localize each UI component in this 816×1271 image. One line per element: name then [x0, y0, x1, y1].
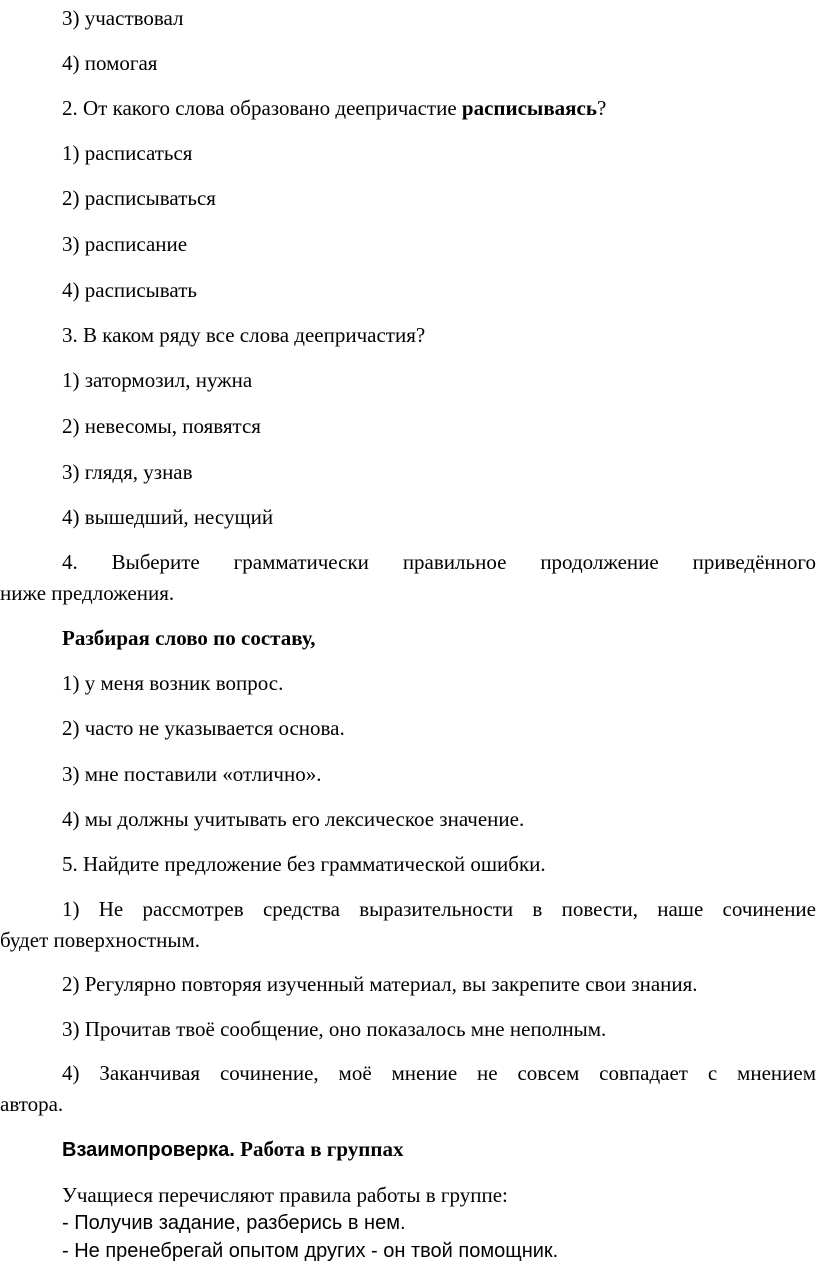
q2-option-4: 4) расписывать — [62, 278, 197, 302]
q2-option-2: 2) расписываться — [62, 186, 216, 210]
peer-review-rule-1: - Получив задание, разберись в нем. — [62, 1212, 406, 1234]
q1-option-4: 4) помогая — [62, 51, 158, 75]
q3-option-4: 4) вышедший, несущий — [62, 505, 274, 529]
q5-question: 5. Найдите предложение без грамматической ошибки. — [62, 852, 546, 876]
q4-option-3: 3) мне поставили «отлично». — [62, 762, 322, 786]
q5-option-1-line-2: будет поверхностным. — [0, 928, 200, 952]
q5-option-3: 3) Прочитав твоё сообщение, оно показалось мне неполным. — [62, 1017, 607, 1041]
q4-option-2: 2) часто не указывается основа. — [62, 716, 345, 740]
q4-option-1: 1) у меня возник вопрос. — [62, 671, 284, 695]
peer-review-heading-part-2: Работа в группах — [234, 1137, 404, 1161]
q5-option-1-line-1: 1) Не рассмотрев средства выразительности в повести, наше сочинение — [62, 897, 816, 921]
q3-option-2: 2) невесомы, появятся — [62, 414, 261, 438]
peer-review-rule-2: - Не пренебрегай опытом других - он твой помощник. — [62, 1240, 559, 1262]
q2-option-1: 1) расписаться — [62, 141, 193, 165]
q4-option-4: 4) мы должны учитывать его лексическое значение. — [62, 807, 525, 831]
q3-option-3: 3) глядя, узнав — [62, 460, 193, 484]
q4-question-line-1: 4. Выберите грамматически правильное продолжение приведённого — [62, 550, 816, 574]
q3-option-1: 1) затормозил, нужна — [62, 368, 253, 392]
q4-question-line-2: ниже предложения. — [0, 581, 175, 605]
q2-question-suffix: ? — [596, 96, 607, 120]
q2-question-prefix: 2. От какого слова образовано деепричастие — [62, 96, 462, 120]
q5-option-4-line-1: 4) Заканчивая сочинение, моё мнение не совсем совпадает с мнением — [62, 1061, 816, 1085]
q2-question — [62, 96, 606, 120]
q4-stem — [62, 626, 316, 650]
q5-option-2: 2) Регулярно повторяя изученный материал, вы закрепите свои знания. — [62, 972, 698, 996]
q2-option-3: 3) расписание — [62, 232, 188, 256]
peer-review-heading-part-1: Взаимопроверка. — [62, 1139, 235, 1161]
q3-question: 3. В каком ряду все слова деепричастия? — [62, 323, 426, 347]
q1-option-3: 3) участвовал — [62, 6, 184, 30]
peer-review-intro: Учащиеся перечисляют правила работы в группе: — [62, 1183, 508, 1207]
q4-stem-text: Разбирая слово по составу, — [62, 626, 316, 650]
peer-review-heading — [62, 1137, 403, 1162]
q2-question-bold-word: расписываясь — [461, 96, 597, 120]
q5-option-4-line-2: автора. — [0, 1092, 64, 1116]
